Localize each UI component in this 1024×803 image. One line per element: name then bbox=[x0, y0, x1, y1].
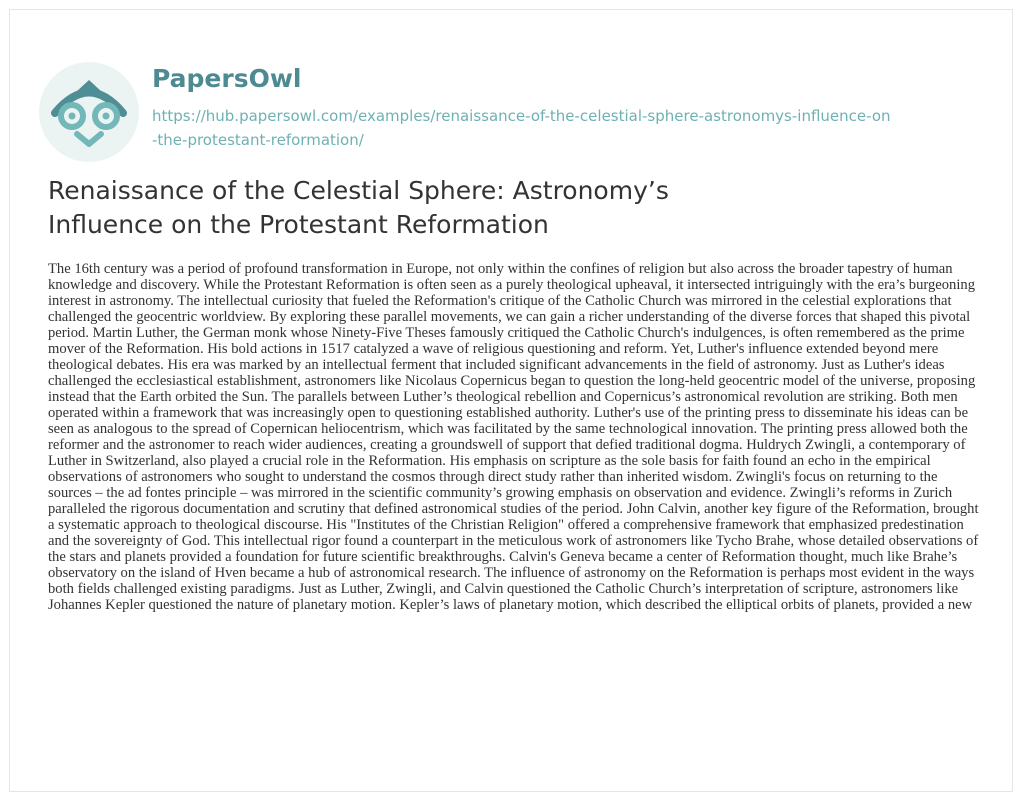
brand-name: PapersOwl bbox=[152, 64, 302, 93]
owl-logo-icon[interactable] bbox=[39, 62, 139, 162]
source-url-link[interactable]: https://hub.papersowl.com/examples/renaissance-of-the-celestial-sphere-astronomys-influence-on-the-protestant-reformation/ bbox=[152, 107, 891, 149]
page-title: Renaissance of the Celestial Sphere: Astronomy’s Influence on the Protestant Reformation bbox=[48, 176, 669, 239]
essay-body: The 16th century was a period of profound transformation in Europe, not only within the confines of religion but also across the broader tapestry of human knowledge and discovery. While the Protestant Reformation is often seen as a purely theological upheaval, it intersected intriguingly with the era’s burgeoning interest in astronomy. The intellectual curiosity that fueled the Reformation's critique of the Catholic Church was mirrored in the celestial explorations that challenged the geocentric worldview. By exploring these parallel movements, we can gain a richer understanding of the diverse forces that shaped this pivotal period. Martin Luther, the German monk whose Ninety-Five Theses famously critiqued the Catholic Church's indulgences, is often remembered as the prime mover of the Reformation. His bold actions in 1517 catalyzed a wave of religious questioning and reform. Yet, Luther's influence extended beyond mere theological debates. His era was marked by an intellectual ferment that included significant advancements in the field of astronomy. Just as Luther's ideas challenged the ecclesiastical establishment, astronomers like Nicolaus Copernicus began to question the long-held geocentric model of the universe, proposing instead that the Earth orbited the Sun. The parallels between Luther’s theological rebellion and Copernicus’s astronomical revolution are striking. Both men operated within a framework that was increasingly open to questioning established authority. Luther's use of the printing press to disseminate his ideas can be seen as analogous to the spread of Copernican heliocentrism, which was facilitated by the same technological innovation. The printing press allowed both the reformer and the astronomer to reach wider audiences, creating a groundswell of support that defied traditional dogma. Huldrych Zwingli, a contemporary of Luther in Switzerland, also played a crucial role in the Reformation. His emphasis on scripture as the sole basis for faith found an echo in the empirical observations of astronomers who sought to understand the cosmos through direct study rather than inherited wisdom. Zwingli's focus on returning to the sources – the ad fontes principle – was mirrored in the scientific community’s growing emphasis on observation and evidence. Zwingli’s reforms in Zurich paralleled the rigorous documentation and scrutiny that defined astronomical studies of the period. John Calvin, another key figure of the Reformation, brought a systematic approach to theological discourse. His "Institutes of the Christian Religion" offered a comprehensive framework that emphasized predestination and the sovereignty of God. This intellectual rigor found a counterpart in the meticulous work of astronomers like Tycho Brahe, whose detailed observations of the stars and planets provided a foundation for future scientific breakthroughs. Calvin's Geneva became a center of Reformation thought, much like Brahe’s observatory on the island of Hven became a hub of astronomical research. The influence of astronomy on the Reformation is perhaps most evident in the ways both fields challenged existing paradigms. Just as Luther, Zwingli, and Calvin questioned the Catholic Church’s interpretation of scripture, astronomers like Johannes Kepler questioned the nature of planetary motion. Kepler’s laws of planetary motion, which described the elliptical orbits of planets, provided a new bbox=[48, 261, 979, 613]
